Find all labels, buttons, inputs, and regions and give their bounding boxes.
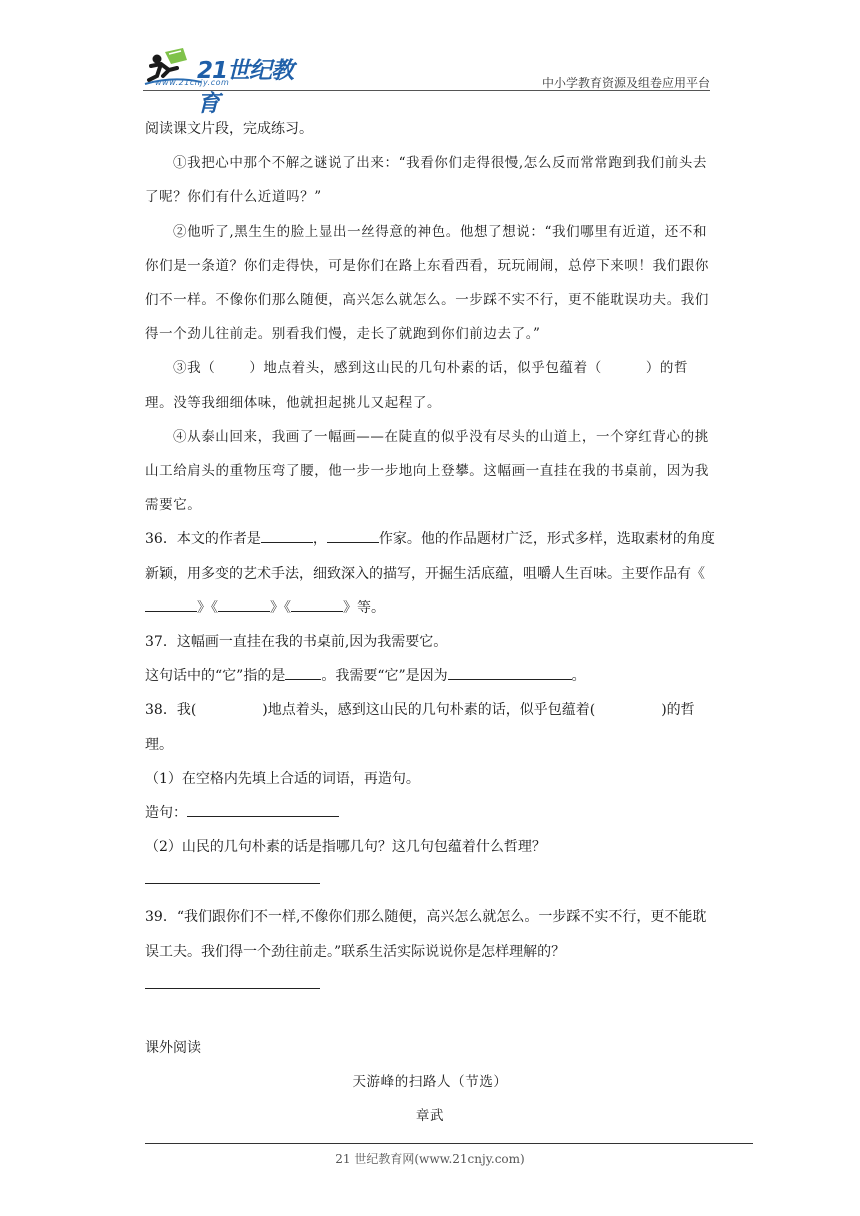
article-author: 章武 (415, 1108, 445, 1125)
question-37: 37．这幅画一直挂在我的书桌前,因为我需要它。 (145, 634, 448, 651)
section-heading: 课外阅读 (145, 1039, 201, 1056)
answer-line[interactable] (145, 987, 320, 989)
question-36: 36．本文的作者是 ， 作家。他的作品题材广泛，形式多样，选取素材的角度新颖，用多变的艺术手法，细致深入的描写，开掘生活底蕴，咀嚼人生百味。主要作品有《》《 》《 》等。 (145, 522, 715, 625)
answer-blank[interactable] (261, 528, 313, 543)
question-37-prompt: 这句话中的“它”指的是 。我需要“它”是因为 。 (145, 659, 715, 693)
intro-text: 阅读课文片段，完成练习。 (145, 121, 313, 137)
header-divider (143, 90, 710, 91)
answer-blank[interactable] (187, 802, 339, 817)
answer-blank[interactable] (218, 597, 270, 612)
question-39: 39．“我们跟你们不一样,不像你们那么随便，高兴怎么就怎么。一步踩不实不行，更不能耽误工夫。我们得一个劲往前走。”联系生活实际说说你是怎样理解的？ (145, 909, 707, 960)
logo-url: www.21cnjy.com (155, 78, 230, 87)
answer-blank[interactable] (145, 597, 197, 612)
question-38-sentence: 造句： (145, 796, 715, 830)
answer-blank[interactable] (285, 665, 321, 680)
page-footer: 21 世纪教育网(www.21cnjy.com) (335, 1152, 525, 1166)
document-body (145, 112, 715, 1133)
page-header (143, 46, 710, 117)
platform-name: 中小学教育资源及组卷应用平台 (541, 76, 710, 90)
question-38: 38．我( )地点着头，感到这山民的几句朴素的话，似乎包蕴着( )的哲理。 (145, 702, 695, 753)
answer-line[interactable] (145, 882, 320, 884)
site-logo (143, 46, 313, 117)
passage-paragraph-2: ②他听了,黑生生的脸上显出一丝得意的神色。他想了想说：“我们哪里有近道，还不和你们是一条道？你们走得快，可是你们在路上东看西看，玩玩闹闹，总停下来呗！我们跟你们不一样。不像你们那么随便，高兴怎么就怎么。一步踩不实不行，更不能耽误功夫。我们得一个劲儿往前走。别看我们慢，走长了就跑到你们前边去了。” (145, 223, 709, 343)
passage-paragraph-3: ③我（ ）地点着头，感到这山民的几句朴素的话，似乎包蕴着（ ）的哲理。没等我细细体味，他就担起挑儿又起程了。 (145, 360, 689, 411)
passage-paragraph-4: ④从泰山回来，我画了一幅画——在陡直的似乎没有尽头的山道上，一个穿红背心的挑山工给肩头的重物压弯了腰，他一步一步地向上登攀。这幅画一直挂在我的书桌前，因为我需要它。 (145, 428, 709, 514)
article-title: 天游峰的扫路人（节选） (352, 1074, 508, 1091)
logo-text: 21世纪教育 (197, 58, 294, 117)
answer-blank[interactable] (291, 597, 343, 612)
footer-divider (145, 1143, 753, 1144)
passage-paragraph-1: ①我把心中那个不解之谜说了出来：“我看你们走得很慢,怎么反而常常跑到我们前头去了呢？你们有什么近道吗？” (145, 155, 708, 206)
question-38-sub1: （1）在空格内先填上合适的词语，再造句。 (145, 770, 420, 787)
answer-blank[interactable] (327, 528, 379, 543)
answer-blank[interactable] (448, 665, 572, 680)
question-38-sub2: （2）山民的几句朴素的话是指哪几句？这几句包蕴着什么哲理？ (145, 839, 546, 856)
